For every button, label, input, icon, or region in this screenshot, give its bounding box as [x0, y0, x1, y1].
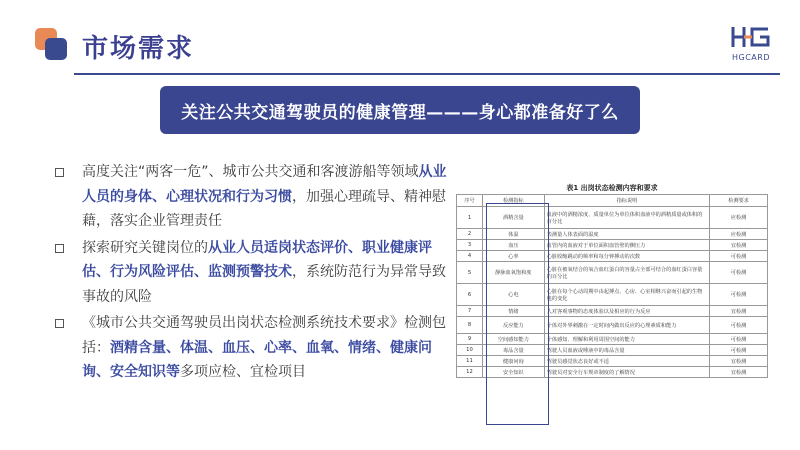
table-row: [457, 367, 768, 378]
table-cell: 表测量人体表面的温度: [544, 229, 709, 240]
table-cell: 可检测: [710, 251, 768, 262]
table-cell: 个体对外界刺激在一定时间内做出反应的心理素质和能力: [544, 317, 709, 334]
table-header-cell: 指标说明: [544, 195, 709, 207]
bullet-text: 《城市公共交通驾驶员出岗状态检测系统技术要求》检测包括：: [82, 315, 446, 356]
table-cell: 8: [457, 317, 483, 334]
bullet-item: [42, 160, 450, 234]
table-cell: 心电: [482, 284, 544, 306]
table-cell: 2: [457, 229, 483, 240]
table-cell: 10: [457, 345, 483, 356]
hgcard-logo: [724, 24, 778, 66]
table-cell: 1: [457, 207, 483, 229]
bullet-highlight-text: 酒精含量、体温、血压、心率、血氧、情绪、健康问询、安全知识等: [82, 339, 432, 380]
table-cell: 体温: [482, 229, 544, 240]
header-divider: [74, 73, 780, 75]
table-cell: 驾驶人员血液或唾液中的毒品含量: [544, 345, 709, 356]
hg-logo-icon: [730, 24, 772, 50]
bullet-text: 探索研究关键岗位的: [82, 239, 208, 256]
table-cell: 9: [457, 334, 483, 345]
table-cell: 宜检测: [710, 367, 768, 378]
table-cell: 可检测: [710, 334, 768, 345]
table-cell: 驾驶员感觉状态良好或不适: [544, 356, 709, 367]
table-row: [457, 240, 768, 251]
decorative-square-blue: [45, 38, 67, 60]
table-cell: 毒品含量: [482, 345, 544, 356]
table-cell: 空间感知能力: [482, 334, 544, 345]
table-cell: 驾驶员对安全行车规章制度的了解情况: [544, 367, 709, 378]
table-cell: 宜检测: [710, 240, 768, 251]
table-row: [457, 306, 768, 317]
requirements-table: [456, 194, 768, 378]
table-cell: 可检测: [710, 284, 768, 306]
requirements-table-figure: [456, 183, 768, 378]
table-body: [457, 207, 768, 378]
table-row: [457, 262, 768, 284]
table-cell: 血管内的血液对于单位面积血管壁的侧压力: [544, 240, 709, 251]
table-cell: 个体感知、理解和利用周围空间的能力: [544, 334, 709, 345]
table-cell: 宜检测: [710, 306, 768, 317]
table-cell: 可检测: [710, 317, 768, 334]
table-cell: 静脉血氧饱和度: [482, 262, 544, 284]
table-row: [457, 317, 768, 334]
table-cell: 心脏收缩跳动的频率和每分钟搏动的次数: [544, 251, 709, 262]
bullet-square-icon: [55, 244, 64, 253]
table-cell: 12: [457, 367, 483, 378]
table-cell: 安全知识: [482, 367, 544, 378]
table-cell: 可检测: [710, 345, 768, 356]
table-cell: 健康问询: [482, 356, 544, 367]
table-cell: 应检测: [710, 229, 768, 240]
table-cell: 6: [457, 284, 483, 306]
bullet-square-icon: [55, 319, 64, 328]
table-cell: 情绪: [482, 306, 544, 317]
table-cell: 应检测: [710, 207, 768, 229]
table-cell: 7: [457, 306, 483, 317]
bullet-item: [42, 236, 450, 310]
table-cell: 心脏在被氧结合的氧合血红蛋白的容量占全部可结合的血红蛋白容量的百分比: [544, 262, 709, 284]
bullet-text: 高度关注“两客一危”、城市公共交通和客渡游船等领域: [82, 164, 419, 180]
table-cell: 酒精含量: [482, 207, 544, 229]
table-row: [457, 284, 768, 306]
topic-banner: 关注公共交通驾驶员的健康管理———身心都准备好了么: [160, 86, 640, 134]
table-cell: 心率: [482, 251, 544, 262]
table-row: [457, 356, 768, 367]
logo-text: HGCARD: [732, 53, 770, 62]
table-header-cell: 序号: [457, 195, 483, 207]
table-header-cell: 检测要求: [710, 195, 768, 207]
bullet-text: 多项应检、宜检项目: [180, 364, 306, 380]
table-header-cell: 检测指标: [482, 195, 544, 207]
table-row: [457, 334, 768, 345]
table-cell: 血液中的酒精浓度、质量单位为单位体积血液中的酒精质量或体积的百分比: [544, 207, 709, 229]
table-row: [457, 207, 768, 229]
table-cell: 心脏在每个心动周期中由起搏点、心房、心室相继兴奋而引起的生物电的变化: [544, 284, 709, 306]
table-header-row: [457, 195, 768, 207]
bullet-highlight-text: 从业人员适岗状态评价、职业健康评估、行为风险评估、监测预警技术: [82, 239, 432, 280]
table-cell: 5: [457, 262, 483, 284]
bullet-item: [42, 311, 450, 385]
table-cell: 人对客观事物的态度体验以及相应的行为反应: [544, 306, 709, 317]
page-title: 市场需求: [82, 34, 195, 64]
bullet-text: ，系统防范行为异常导致事故的风险: [82, 264, 446, 305]
bullet-list: [42, 160, 450, 387]
bullet-text: ，加强心理疏导、精神慰藉，落实企业管理责任: [82, 188, 446, 229]
table-cell: 3: [457, 240, 483, 251]
bullet-highlight-text: 从业人员的身体、心理状况和行为习惯: [82, 164, 447, 205]
table-row: [457, 345, 768, 356]
table-title: 表1 出岗状态检测内容和要求: [566, 184, 658, 192]
table-cell: 反应能力: [482, 317, 544, 334]
table-cell: 血压: [482, 240, 544, 251]
table-cell: 宜检测: [710, 356, 768, 367]
table-row: [457, 229, 768, 240]
table-cell: 可检测: [710, 262, 768, 284]
table-cell: 11: [457, 356, 483, 367]
bullet-square-icon: [55, 168, 64, 177]
table-cell: 4: [457, 251, 483, 262]
table-row: [457, 251, 768, 262]
